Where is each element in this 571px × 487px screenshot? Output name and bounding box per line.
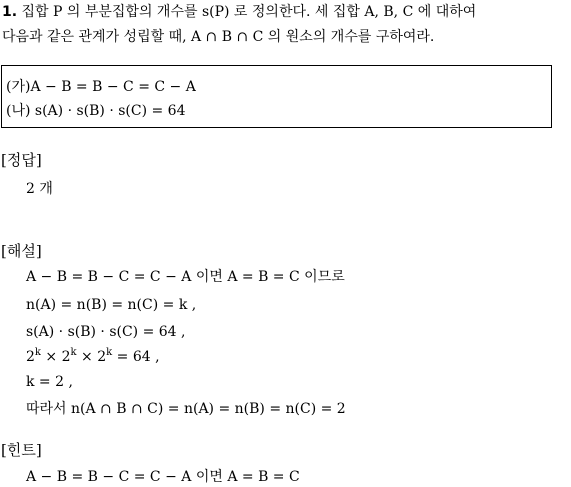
solution-line-3: s(A) · s(B) · s(C) = 64 , [26,324,186,340]
power-exponent: k [34,347,41,358]
solution-line-2: n(A) = n(B) = n(C) = k , [26,297,197,313]
solution-header: [해설] [1,242,42,260]
power-exponent: k [106,347,113,358]
power-equation-end: = 64 , [112,349,160,365]
problem-text-1: 집합 P 의 부분집합의 개수를 s(P) 로 정의한다. 세 집합 A, B, C 에 대하여 [21,4,477,20]
times-sign: × [40,349,62,365]
solution-line-1: A − B = B − C = C − A 이면 A = B = C 이므로 [26,269,345,285]
problem-number: 1. [2,4,18,20]
problem-text-2: 다음과 같은 관계가 성립할 때, A ∩ B ∩ C 의 원소의 개수를 구하여라. [2,29,435,45]
problem-line-1 [2,3,476,21]
solution-line-5: k = 2 , [26,374,73,390]
hint-line-1: A − B = B − C = C − A 이면 A = B = C [26,469,300,485]
solution-line-6: 따라서 n(A ∩ B ∩ C) = n(A) = n(B) = n(C) = 2 [26,401,346,417]
solution-line-4 [26,348,160,366]
hint-header: [힌트] [1,441,42,459]
answer-value: 2 개 [26,181,53,197]
condition-ga: (가)A − B = B − C = C − A [6,79,196,95]
power-base: 2 [97,349,107,365]
power-exponent: k [70,347,77,358]
power-base: 2 [26,349,35,365]
times-sign: × [76,349,98,365]
answer-header: [정답] [1,151,42,169]
power-base: 2 [61,349,71,365]
condition-na: (나) s(A) · s(B) · s(C) = 64 [6,103,186,119]
